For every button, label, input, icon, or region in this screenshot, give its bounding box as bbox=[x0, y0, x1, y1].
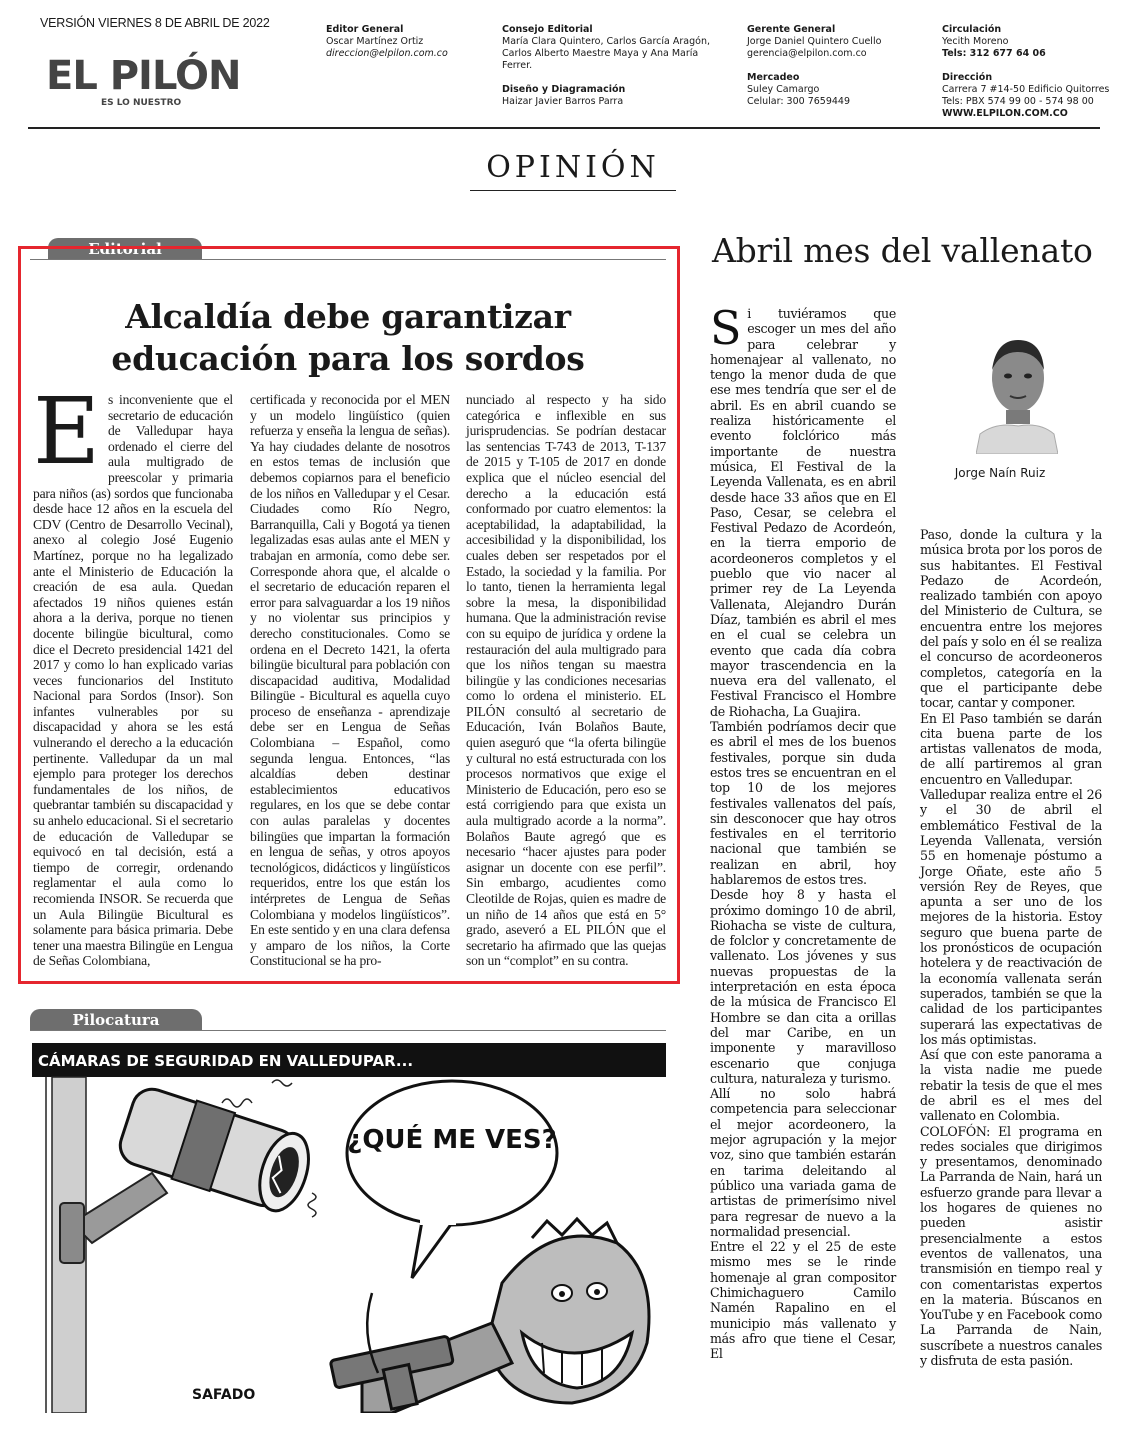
author-name: Jorge Naín Ruiz bbox=[954, 466, 1046, 480]
column-headline: Abril mes del vallenato bbox=[712, 231, 1093, 270]
cartoon-divider bbox=[30, 1030, 666, 1031]
newspaper-slogan: ES LO NUESTRO bbox=[101, 98, 182, 108]
column-paragraph: Entre el 22 y el 25 de este mismo mes se le rinde homenaje al gran compositor Chimichaguero Camilo Namén Rapalino en el municipio más vallenato y más afro que tiene el Cesar, El bbox=[710, 1239, 896, 1362]
column-paragraph: Valledupar realiza entre el 26 y el 30 de abril el emblemático Festival de la Leyenda Vallenata, versión 55 en homenaje póstumo a Jorge Oñate, este año 5 versión Rey de Reyes, que apunta a ser uno de los mejores de la historia. Estoy seguro que buena parte de los pronósticos de ocupación hotelera y de reactivación de la economía vallenata serán superados, también se que la calidad de los participantes superará las expectativas de los más optimistas. bbox=[920, 787, 1102, 1047]
column-paragraph: Allí no solo habrá competencia para seleccionar el mejor acordeonero, la mejor agrupación y la mejor voz, sino que también estarán en tarima deleitando al público una variada gama de artistas de primerísimo nivel para regresar de nuevo a la normalidad presencial. bbox=[710, 1086, 896, 1239]
editorial-column-2: certificada y reconocida por el MEN y un modelo lingüístico (quien refuerza y enseña la lengua de señas). Ya hay ciudades delante de nosotros en estos temas de inclusión que debemos copiarnos para el beneficio de los niños en Valledupar y el Cesar. Ciudades como Río Negro, Barranquilla, Cali y Bogotá ya tienen legalizadas esas aulas ante el MEN y trabajan en armonía, como debe ser. Corresponde ahora que, el alcalde o el secretario de educación reparen el error para salvaguardar a los 19 niños y no violentar sus principios y derecho constitucionales. Como se ordena en el Decreto 1421, la oferta bilingüe bicultural para población con discapacidad auditiva, Modalidad Bilingüe - Bicultural es aquella cuyo proceso de enseñanza - aprendizaje debe ser en Lengua de Señas Colombiana – Español, como segunda lengua. Entonces, “las alcaldías deben destinar establecimientos educativos regulares, en los que se debe contar con aulas paralelas y docentes bilingües que impartan la formación en lengua de señas, y otros apoyos tecnológicos, didácticos y lingüísticos requeridos, entre los que están los intérpretes de Lengua de Señas Colombiana y modelos lingüísticos”. En este sentido y en una clara defensa y amparo de los niños, la Corte Constitucional se ha pro- bbox=[250, 392, 450, 969]
column-paragraph bbox=[710, 301, 896, 719]
masthead-address bbox=[942, 72, 1109, 120]
masthead-title: Mercadeo bbox=[747, 72, 800, 83]
section-title: OPINIÓN bbox=[486, 150, 660, 185]
column-text-1 bbox=[710, 301, 896, 1362]
masthead-line: Suley Camargo bbox=[747, 84, 820, 95]
masthead-line: Oscar Martínez Ortiz bbox=[326, 36, 424, 47]
masthead-council bbox=[502, 24, 722, 72]
masthead-marketing bbox=[747, 72, 850, 108]
editorial-column-3: nunciado al respecto y ha sido categórica e inflexible en sus jurisprudencias. Se podrían destacar las sentencias T-743 de 2013, T-137 de 2015 y T-105 de 2017 en donde explica que el núcleo esencial del derecho a la educación está conformado por cuatro elementos: la aceptabilidad, la adaptabilidad, la accesibilidad y la disponibilidad, los cuales deben ser respetados por el Estado, la sociedad y la familia. Por lo tanto, tienen la herramienta legal sobre la mesa, la disponibilidad humana. Que la administración revise con su equipo de jurídica y ordene la restauración del aula multigrado para que los niños tengan su maestra bilingüe y las condiciones necesarias como lo ordena el ministerio. EL PILÓN consultó al secretario de Educación, Iván Bolaños Baute, quien aseguró que “la oferta bilingüe y cultural no está estructurada con los procesos normativos que exige el Ministerio de Educación, pero eso se está corrigiendo para que exista un aula multigrado acorde a la norma”. Bolaños Baute agregó que es necesario “hacer ajustes para poder asignar un docente con ese perfil”. Sin embargo, acudientes como Cleotilde de Rojas, quien es madre de un niño de 14 años que está en 5° grado, aseveró a EL PILÓN que el secretario ha afirmado que las quejas son un “complot” en su contra. bbox=[466, 392, 666, 969]
section-title-underline bbox=[470, 190, 676, 191]
masthead-title: Dirección bbox=[942, 72, 993, 83]
masthead-circulation bbox=[942, 24, 1046, 60]
masthead-line: Ferrer. bbox=[502, 60, 533, 71]
editorial-dropcap: E bbox=[33, 378, 100, 485]
masthead-title: Diseño y Diagramación bbox=[502, 84, 626, 95]
masthead-line: Tels: 312 677 64 06 bbox=[942, 48, 1046, 59]
editorial-text: s inconveniente que el secretario de educación de Valledupar haya ordenado el cierre del aula multigrado de preescolar y primaria para niños (as) sordos que funcionaba desde hace 12 años en la escuela del CDV (Centro de Desarrollo Vecinal), anexo al colegio José Eugenio Martínez, porque no ha legalizado ante el Ministerio de Educación la creación de esa aula. Quedan afectados 19 niños quienes están ahora a la deriva, porque no tienen docente bilingüe bicultural, como dice el Decreto presidencial 1421 del 2017 y como lo han explicado varias veces funcionarios del Instituto Nacional para Sordos (Insor). Son infantes vulnerables por su discapacidad y ahora se les está vulnerando el derecho a la educación pertinente. Valledupar da un mal ejemplo para proteger los derechos fundamentales de los niños, de quebrantar también su discapacidad y su anhelo educacional. Si el secretario de educación de Valledupar se equivocó en tal decisión, está a tiempo de corregir, ordenando reglamentar el aula como lo recomienda INSOR. Se recuerda que un Aula Bilingüe Bicultural es solamente para básica primaria. Debe tener una maestra Bilingüe en Lengua de Señas Colombiana, bbox=[33, 392, 233, 969]
masthead-website-link[interactable]: WWW.ELPILON.COM.CO bbox=[942, 108, 1068, 119]
masthead-line: Jorge Daniel Quintero Cuello bbox=[747, 36, 882, 47]
column-paragraph: Desde hoy 8 y hasta el próximo domingo 10 de abril, Riohacha se viste de cultura, de folclor y concretamente de vallenato. Los jóvenes y sus nuevas propuestas de la interpretación en esta época de la música de Francisco El Hombre se dan cita a orillas del mar Caribe, en un imponente y maravilloso escenario que conjuga cultura, naturaleza y turismo. bbox=[710, 887, 896, 1086]
masthead-title: Gerente General bbox=[747, 24, 836, 35]
cartoon-caption: CÁMARAS DE SEGURIDAD EN VALLEDUPAR... bbox=[38, 1052, 414, 1070]
masthead-line: Haizar Javier Barros Parra bbox=[502, 96, 624, 107]
edition-date: VERSIÓN VIERNES 8 DE ABRIL DE 2022 bbox=[40, 16, 270, 30]
column-text-2 bbox=[920, 527, 1102, 1368]
masthead-title: Consejo Editorial bbox=[502, 24, 593, 35]
masthead-editor bbox=[326, 24, 448, 60]
headline-line: Alcaldía debe garantizar bbox=[125, 297, 571, 336]
headline-line: educación para los sordos bbox=[111, 339, 585, 378]
masthead-line: Carlos Alberto Maestre Maya y Ana María bbox=[502, 48, 699, 59]
editorial-column-1 bbox=[33, 378, 233, 969]
column-paragraph: Paso, donde la cultura y la música brota por los poros de sus habitantes. El Festival Pedazo de Acordeón, realizado también con apoyo del Ministerio de Cultura, se encuentra entre los mejores del país y solo en él se realiza el concurso de acordeoneros completos, categoría en la que el participante debe tocar, cantar y componer. bbox=[920, 527, 1102, 711]
masthead-line: Tels: PBX 574 99 00 - 574 98 00 bbox=[942, 96, 1094, 107]
cartoonist-signature: SAFADO bbox=[192, 1387, 256, 1403]
speech-text: ¿QUÉ ME VES? bbox=[347, 1125, 557, 1155]
column-paragraph: COLOFÓN: El programa en redes sociales que dirigimos y presentamos, denominado La Parranda de Nain, hará un esfuerzo grande para llevar a los hogares de quienes no pueden asistir presencialmente a estos eventos de vallenatos, una transmisión en tiempo real y con comentaristas expertos en la materia. Búscanos en YouTube y en Facebook como La Parranda de Nain, suscríbete a nuestros canales y disfruta de esta pasión. bbox=[920, 1123, 1102, 1369]
column-paragraph: También podríamos decir que es abril el mes de los buenos festivales, porque sin duda estos tres se encuentran en el top 10 de los mejores festivales vallenatos del país, sin desconocer que hay otros festivales en el territorio nacional que también se realizan en abril, hoy hablaremos de estos tres. bbox=[710, 719, 896, 887]
author-photo bbox=[976, 330, 1058, 454]
masthead-manager bbox=[747, 24, 881, 60]
masthead-line: María Clara Quintero, Carlos García Aragón, bbox=[502, 36, 710, 47]
column-text: i tuviéramos que escoger un mes del año para celebrar y homenajear al vallenato, no tengo la menor duda de que ese mes tendría que ser el de abril. Es en abril cuando se realiza históricamente el evento folclórico más importante de nuestra música, El Festival de la Leyenda Vallenata, es en abril desde hace 33 años que en El Paso, Cesar, se celebra el Festival Pedazo de Acordeón, en la tierra emporio de acordeoneros completos y el pueblo que vio nacer al primer rey de La Leyenda Vallenata, Alejandro Durán Díaz, también es abril el mes en el cual se celebra un evento que cada día cobra mayor trascendencia en la nueva era del vallenato, el Festival Francisco el Hombre de Riohacha, La Guajira. bbox=[710, 306, 896, 719]
masthead-design bbox=[502, 84, 625, 108]
masthead-email[interactable]: direccion@elpilon.com.co bbox=[326, 48, 448, 59]
column-dropcap: S bbox=[710, 301, 742, 355]
masthead-title: Circulación bbox=[942, 24, 1002, 35]
column-paragraph: Así que con este panorama a la vista nadie me puede rebatir la tesis de que el mes de abril es el mes del vallenato en Colombia. bbox=[920, 1047, 1102, 1124]
masthead-line: Celular: 300 7659449 bbox=[747, 96, 851, 107]
masthead-line: Yecith Moreno bbox=[942, 36, 1009, 47]
masthead-title: Editor General bbox=[326, 24, 404, 35]
header-divider bbox=[28, 127, 1100, 129]
newspaper-logo[interactable]: EL PILÓN bbox=[46, 53, 241, 99]
editorial-tab: Editorial bbox=[48, 238, 202, 260]
cartoon-illustration bbox=[32, 1043, 666, 1413]
masthead-line: Carrera 7 #14-50 Edificio Quitorres bbox=[942, 84, 1110, 95]
cartoon-tab: Pilocatura bbox=[30, 1009, 202, 1031]
masthead-email[interactable]: gerencia@elpilon.com.co bbox=[747, 48, 867, 59]
column-paragraph: En El Paso también se darán cita buena parte de los artistas vallenatos de moda, de allí partiremos al gran encuentro en Valledupar. bbox=[920, 710, 1102, 787]
editorial-headline bbox=[40, 296, 656, 380]
